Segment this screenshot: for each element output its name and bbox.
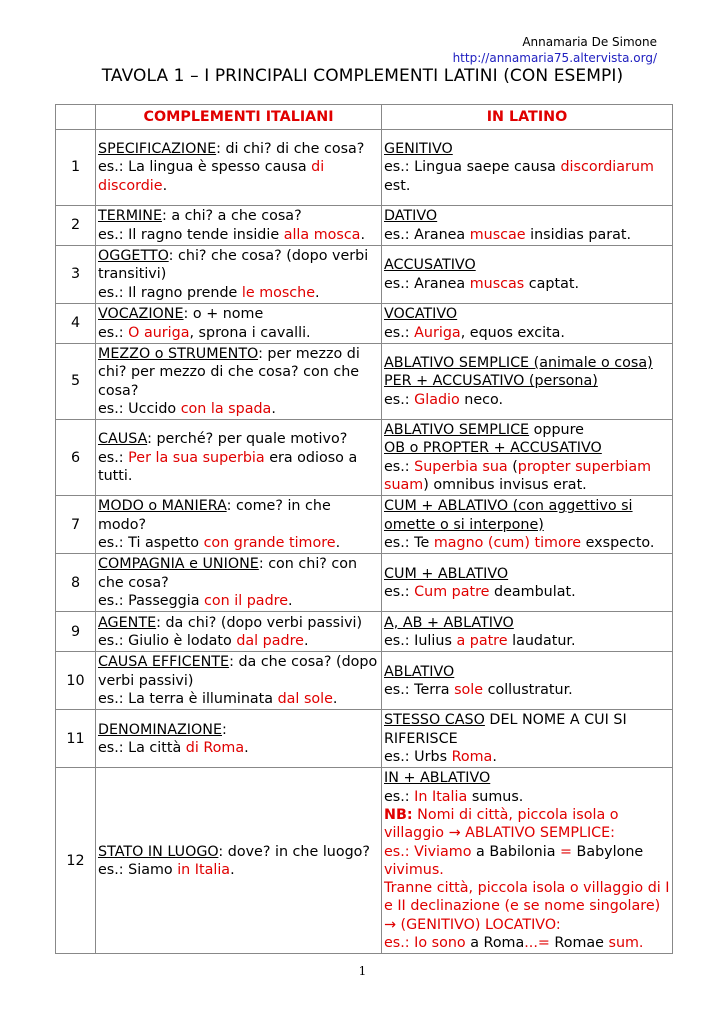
nb-example-prefix: es.: Viviamo [384,843,472,860]
example-highlight: con la spada [180,400,272,417]
italian-cell [96,612,382,652]
table-row [56,206,673,246]
example-text: Siamo [128,861,178,878]
latin-example-text: Aranea [414,226,470,243]
table-row [56,496,673,554]
italian-cell [96,652,382,710]
nb-text-2: ABLATIVO SEMPLICE: [460,825,615,842]
example-text: La lingua è spesso causa [128,159,312,176]
latin-example-end: collustratur. [483,681,573,698]
row-number: 2 [56,206,96,246]
latin-example-highlight: magno (cum) timore [433,535,582,552]
latin-case: A, AB + ABLATIVO [384,614,514,631]
example-highlight: Per la sua superbia [128,449,265,466]
italian-cell [96,554,382,612]
latin-example-prefix: es.: [384,275,415,292]
latin-case: ACCUSATIVO [384,257,476,274]
latin-case: CUM + ABLATIVO [384,565,509,582]
example-text: La città [128,739,186,756]
example-prefix: es.: [98,226,129,243]
example-text-end: era odioso a tutti. [98,449,358,484]
header-empty-cell [56,105,96,130]
latin-cell [382,554,673,612]
latin-case: IN + ABLATIVO [384,770,491,787]
example-highlight: di discordie [98,159,325,194]
latin-case: VOCATIVO [384,306,458,323]
row-number: 6 [56,420,96,496]
latin-case-alt: PER + ACCUSATIVO (persona) [384,373,598,390]
latin-example-prefix: es.: [384,458,415,475]
latin-example-end: insidias parat. [525,226,632,243]
example-prefix: es.: [98,535,129,552]
complement-name: CAUSA [98,431,148,448]
latin-cell [382,304,673,344]
table-row [56,768,673,954]
example-prefix: es.: [98,861,129,878]
example-text: Il ragno tende insidie [128,226,284,243]
italian-cell [96,304,382,344]
nb-example-end: vivimus. [384,861,444,878]
latin-cell [382,206,673,246]
latin-cell [382,612,673,652]
arrow-right-icon: → [384,916,396,933]
latin-case: ABLATIVO SEMPLICE [384,422,530,439]
latin-cell [382,246,673,304]
header-complementi-italiani: COMPLEMENTI ITALIANI [96,105,382,130]
latin-example-text: Iulius [414,632,457,649]
example-highlight: con il padre [204,593,289,610]
latin-case-alt: OB o PROPTER + ACCUSATIVO [384,440,602,457]
latin-cell [382,420,673,496]
italian-cell [96,344,382,420]
complement-question: : a chi? a che cosa? [161,208,302,225]
latin-example-text: Urbs [414,749,452,766]
example-text: Uccido [128,400,181,417]
italian-cell [96,130,382,206]
latin-case-post: DEL NOME A CUI SI RIFERISCE [384,712,627,747]
latin-example-highlight: muscas [469,275,525,292]
row-number: 12 [56,768,96,954]
complement-name: MODO o MANIERA [98,498,227,515]
italian-cell [96,768,382,954]
example-prefix: es.: [98,400,129,417]
latin-example-highlight: a patre [456,632,508,649]
complement-question: : o + nome [183,306,264,323]
italian-cell [96,246,382,304]
latin-example-end: exspecto. [581,535,655,552]
latin-example-highlight: Roma [451,749,493,766]
latin-cell [382,652,673,710]
row-number: 10 [56,652,96,710]
latin-example-end: ( [507,458,518,475]
latin-example-text: Terra [414,681,455,698]
latin-example-prefix: es.: [384,159,415,176]
latin-example-prefix: es.: [384,583,415,600]
example-prefix: es.: [98,284,129,301]
latin-example-end: . [492,749,497,766]
table-row [56,246,673,304]
row-number: 11 [56,710,96,768]
latin-example-end: captat. [524,275,580,292]
table-row [56,130,673,206]
latin-example-prefix: es.: [384,226,415,243]
latin-cell [382,768,673,954]
latin-cell [382,344,673,420]
example-highlight: le mosche [241,284,316,301]
latin-example-highlight: Superbia sua [414,458,508,475]
example-text-end: . [162,177,168,194]
example-prefix: es.: [98,449,129,466]
example-prefix: es.: [98,691,129,708]
example-prefix: es.: [98,159,129,176]
complement-question: : da che cosa? (dopo verbi passivi) [98,654,378,689]
exception-text-2: (GENITIVO) LOCATIVO: [395,916,561,933]
example-text: La terra è illuminata [128,691,278,708]
complement-name: VOCAZIONE [98,306,184,323]
complement-name: TERMINE [98,208,162,225]
example-highlight: O auriga [128,324,190,341]
example-text-end: . [315,284,320,301]
latin-example-end: laudatur. [507,632,576,649]
example-prefix: es.: [98,324,129,341]
example-text: Passeggia [128,593,205,610]
example-text-end: . [271,400,276,417]
complement-question: : di chi? di che cosa? [216,141,365,158]
latin-example-prefix: es.: [384,749,415,766]
nb-equals: = [560,843,572,860]
complement-question: : con chi? con che cosa? [98,556,358,591]
latin-example-highlight: Gladio [414,391,460,408]
example-highlight: con grande timore [203,535,336,552]
row-number: 4 [56,304,96,344]
complement-question: : [222,721,227,738]
table-row [56,612,673,652]
complement-question: : da chi? (dopo verbi passivi) [156,614,363,631]
latin-example-highlight: sole [454,681,484,698]
latin-example-text: Aranea [414,275,470,292]
latin-cell [382,130,673,206]
exception-example-end: sum. [608,935,644,952]
latin-case: ABLATIVO SEMPLICE (animale o cosa) [384,355,653,372]
example-text: Giulio è lodato [128,632,237,649]
italian-cell [96,710,382,768]
example-highlight: in Italia [177,861,231,878]
latin-example-end: est. [384,177,411,194]
example-text-end: . [288,593,293,610]
complement-question: : per mezzo di chi? per mezzo di che cosa? con che cosa? [98,346,360,399]
example-text: Il ragno prende [128,284,242,301]
example-text-end: . [360,226,365,243]
latin-example-prefix: es.: [384,391,415,408]
example-highlight: di Roma [185,739,245,756]
complement-name: DENOMINAZIONE [98,721,223,738]
latin-example-highlight: muscae [469,226,526,243]
example-text: Ti aspetto [128,535,204,552]
latin-case: CUM + ABLATIVO (con aggettivo si omette o si interpone) [384,498,633,533]
row-number: 3 [56,246,96,304]
author-name: Annamaria De Simone [522,35,657,49]
table-row [56,710,673,768]
latin-case: ABLATIVO [384,663,455,680]
page-number: 1 [358,964,367,978]
table-row [56,344,673,420]
complement-name: OGGETTO [98,248,169,265]
complement-name: COMPAGNIA e UNIONE [98,556,259,573]
page-title: TAVOLA 1 – I PRINCIPALI COMPLEMENTI LATINI (CON ESEMPI) [101,66,624,86]
latin-example-prefix: es.: [384,681,415,698]
latin-example-end: , equos excita. [460,324,565,341]
example-prefix: es.: [98,593,129,610]
exception-text: Tranne città, piccola isola o villaggio di I e II declinazione (e se nome singolare) [384,880,670,915]
nb-example-latin: Babylone [571,843,644,860]
latin-example-highlight-2: propter superbiam suam [384,458,652,494]
nb-label: NB: [384,806,413,823]
latin-example-text: Lingua saepe causa [414,159,561,176]
latin-example-end: neco. [459,391,504,408]
example-text-end: . [335,535,341,552]
example-text-end: . [332,691,338,708]
latin-example-highlight: discordiarum [560,159,654,176]
exception-equals: ...= [524,935,550,952]
example-highlight: dal sole [277,691,333,708]
table-row [56,652,673,710]
latin-example-prefix: es.: [384,632,415,649]
latin-case: GENITIVO [384,141,453,158]
row-number: 9 [56,612,96,652]
table-row [56,554,673,612]
latin-example-highlight: In Italia [414,788,468,805]
example-prefix: es.: [98,632,129,649]
row-number: 1 [56,130,96,206]
example-text-end: . [303,632,309,649]
author-url-link[interactable]: http://annamaria75.altervista.org/ [452,51,657,65]
latin-case-post: oppure [529,422,584,439]
latin-cell [382,496,673,554]
latin-cell [382,710,673,768]
row-number: 5 [56,344,96,420]
example-text-end: . [244,739,249,756]
latin-example-end-2: ) omnibus invisus erat. [423,477,587,494]
complement-name: STATO IN LUOGO [98,843,219,860]
complement-question: : come? in che modo? [98,498,331,533]
latin-example-prefix: es.: [384,788,415,805]
arrow-right-icon: → [448,825,461,842]
latin-example-end: sumus. [467,788,524,805]
complement-question: : perché? per quale motivo? [147,431,348,448]
complement-name: CAUSA EFFICENTE [98,654,230,671]
complement-question: : dove? in che luogo? [218,843,371,860]
italian-cell [96,206,382,246]
latin-example-highlight: Auriga [414,324,461,341]
complement-name: SPECIFICAZIONE [98,141,217,158]
complementi-table [55,104,673,954]
complement-question: : chi? che cosa? (dopo verbi transitivi) [98,248,369,283]
nb-text: Nomi di città, piccola isola o villaggio [384,806,619,842]
row-number: 8 [56,554,96,612]
latin-example-end: deambulat. [489,583,576,600]
example-prefix: es.: [98,739,129,756]
example-highlight: dal padre [236,632,304,649]
table-row [56,304,673,344]
exception-example-latin: Romae [549,935,609,952]
latin-case: DATIVO [384,208,438,225]
exception-example-prefix: es.: Io sono [384,935,466,952]
latin-example-prefix: es.: [384,535,415,552]
latin-example-prefix: es.: [384,324,415,341]
table-row [56,420,673,496]
italian-cell [96,420,382,496]
exception-example-text: a Roma [465,935,525,952]
row-number: 7 [56,496,96,554]
latin-case: STESSO CASO [384,712,485,729]
complement-name: MEZZO o STRUMENTO [98,346,259,362]
example-highlight: alla mosca [283,226,361,243]
example-text-end: , sprona i cavalli. [189,324,311,341]
table-header-row [56,105,673,130]
latin-example-highlight: Cum patre [414,583,490,600]
nb-example-text: a Babilonia [471,843,560,860]
header-in-latino: IN LATINO [382,105,673,130]
complement-name: AGENTE [98,614,157,631]
italian-cell [96,496,382,554]
example-text-end: . [230,861,235,878]
latin-example-text: Te [414,535,434,552]
